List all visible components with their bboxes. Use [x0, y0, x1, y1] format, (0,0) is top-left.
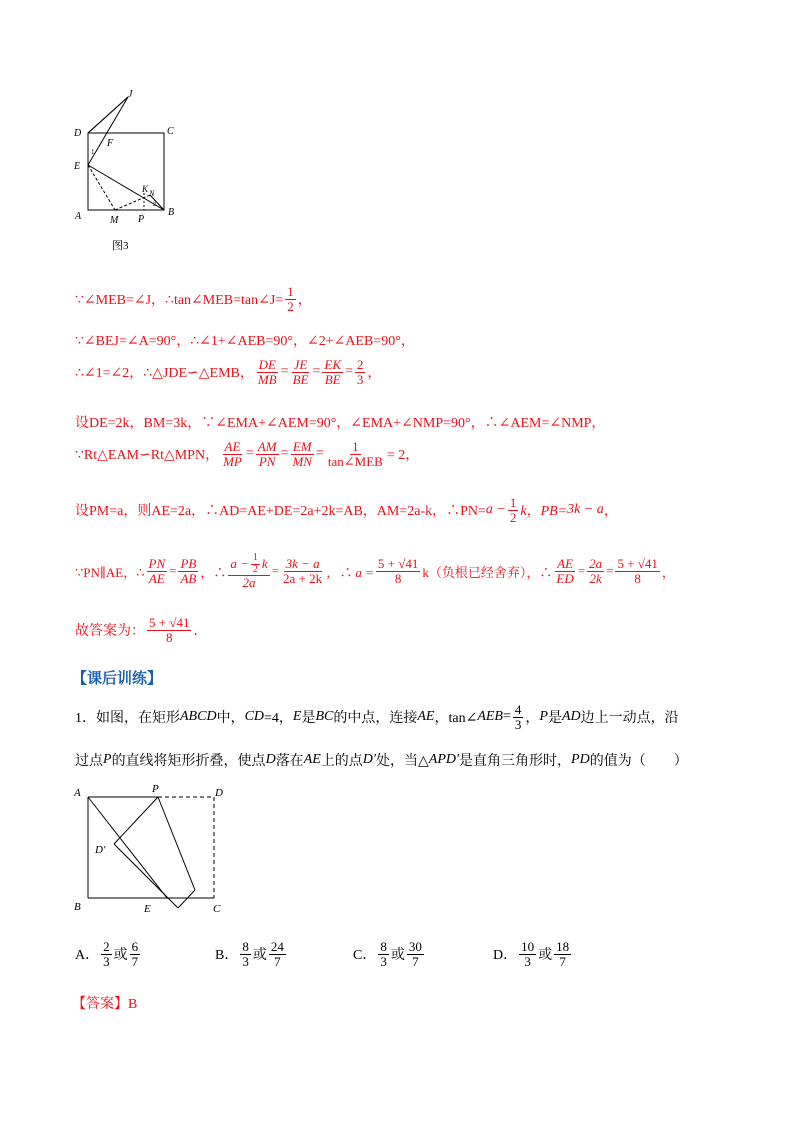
- solution-line-3: ∴∠1=∠2，∴△JDE∽△EMB， $\frac{DE}{MB}$ = $\frac{JE}{BE}$ = $\frac{EK}{BE}$ = $\frac{2}{3}$ ，: [75, 357, 382, 387]
- text: ，∴ a =: [326, 564, 374, 580]
- answer: [72, 993, 137, 1013]
- fig-label-c: C: [213, 903, 221, 915]
- fig3-label-e: E: [74, 161, 81, 172]
- option-a[interactable]: A． $\frac{2}{3}$ 或 $\frac{6}{7}$: [75, 939, 139, 969]
- fig3-label-two: 2: [153, 202, 156, 208]
- answer-label: 【答案】: [72, 997, 128, 1012]
- option-b[interactable]: B． $\frac{8}{3}$ 或 $\frac{24}{7}$: [215, 939, 284, 969]
- fraction: a − $\frac{1}{2}$ k 2a: [230, 552, 268, 590]
- fraction: $\frac{EM}{MN}$: [292, 439, 312, 469]
- fig-label-p: P: [152, 783, 159, 795]
- solution-line-4: [75, 412, 605, 432]
- fraction: $\frac{AM}{PN}$: [257, 439, 277, 469]
- problem-figure: [70, 780, 235, 920]
- fig3-label-p: P: [138, 214, 145, 225]
- figure-3: [70, 85, 190, 260]
- fraction: $\frac{JE}{BE}$: [292, 357, 309, 387]
- text: ，∴: [200, 564, 227, 580]
- text: ∴∠1=∠2，∴△JDE∽△EMB，: [75, 366, 254, 382]
- option-d[interactable]: D． $\frac{10}{3}$ 或 $\frac{18}{7}$: [493, 939, 570, 969]
- text: ，: [603, 504, 618, 520]
- text: ∵PN∥AE，∴: [75, 564, 145, 580]
- fraction: $\frac{2}{3}$: [356, 357, 364, 387]
- fig3-label-f: F: [107, 138, 114, 149]
- section-title: 【课后训练】: [72, 669, 163, 687]
- fraction: $\frac{5 + √41}{8}$: [149, 615, 190, 645]
- text: 设DE=2k，BM=3k，∵∠EMA+∠AEM=90°，∠EMA+∠NMP=90°，∴∠AEM=∠NMP，: [75, 416, 606, 431]
- text: ，: [367, 366, 382, 382]
- solution-line-1: [75, 285, 312, 313]
- fraction: $\frac{DE}{MB}$: [257, 357, 277, 387]
- fig-label-a: A: [74, 787, 81, 799]
- text: ．: [193, 624, 208, 640]
- fraction: $\frac{PB}{AB}$: [180, 556, 197, 586]
- fraction: $\frac{5 + √41}{8}$: [617, 556, 658, 586]
- text: ∵∠MEB=∠J，∴tan∠MEB=tan∠J=: [75, 293, 284, 309]
- fig-label-e: E: [144, 903, 151, 915]
- fig3-label-a: A: [75, 211, 82, 222]
- fig-label-d: D: [215, 787, 223, 799]
- text: 故答案为：: [75, 624, 145, 640]
- fraction: $\frac{1}{2}$: [509, 495, 517, 525]
- fig3-label-m: M: [110, 215, 119, 226]
- text: ，: [297, 293, 312, 309]
- solution-line-6: [75, 496, 618, 524]
- fraction: $\frac{AE}{ED}$: [556, 556, 574, 586]
- fraction: $\frac{PN}{AE}$: [148, 556, 166, 586]
- fig3-caption: 图3: [112, 240, 129, 252]
- problem-line-1: 1．如图，在矩形 ABCD 中， CD =4， E 是 BC 的中点，连接 AE ，tan∠ AEB = $\frac{4}{3}$ ， P 是 AD 边上一动点，沿: [75, 702, 679, 732]
- fig3-label-k: K: [142, 184, 149, 194]
- fig3-label-c: C: [167, 126, 174, 137]
- fig3-label-one: 1: [91, 148, 95, 156]
- fig3-label-n: N: [149, 189, 155, 198]
- fraction: $\frac{5 + √41}{8}$: [377, 556, 419, 586]
- problem-figure-diagram: [70, 780, 235, 920]
- solution-line-2: [75, 330, 415, 350]
- fig-label-dprime: D′: [95, 844, 106, 856]
- fig-label-b: B: [74, 901, 81, 913]
- fraction: $\frac{EK}{BE}$: [324, 357, 341, 387]
- fraction: $\frac{3k - a}{2a + 2k}$: [283, 556, 323, 586]
- fraction: $\frac{4}{3}$: [514, 702, 522, 732]
- solution-line-8: [75, 616, 207, 644]
- figure-3-diagram: [70, 85, 190, 260]
- text: 设PM=a，则AE=2a，∴AD=AE+DE=2a+2k=AB，AM=2a-k，∴PN=: [75, 504, 486, 520]
- fraction: $\frac{1}{\text{tan∠MEB}}$: [327, 439, 383, 469]
- solution-line-5: ∵Rt△EAM∽Rt△MPN， $\frac{AE}{MP}$ = $\frac{AM}{PN}$ = $\frac{EM}{MN}$ = $\frac{1}{\text{tan∠MEB}}$ = 2，: [75, 439, 420, 469]
- expr: a −: [485, 502, 506, 518]
- fig3-label-b: B: [168, 207, 175, 218]
- expr: 3k − a: [567, 502, 604, 518]
- solution-line-7: ∵PN∥AE，∴ $\frac{PN}{AE}$ = $\frac{PB}{AB}$ ，∴ a − $\frac{1}{2}$ k 2a = $\frac{3k - a}{2a + 2k}$ ，∴ a = $\frac{5 + √41}{8}$ k（负根已经舍弃），∴ $\frac{AE}{ED}$ = $\frac{2a}{2k}$ = $\frac{5 + √41}{8}$ ，: [75, 552, 675, 590]
- fig3-label-d: D: [74, 128, 82, 139]
- fraction: $\frac{2a}{2k}$: [589, 556, 603, 586]
- text: ∵∠BEJ=∠A=90°，∴∠1+∠AEB=90°，∠2+∠AEB=90°，: [75, 334, 415, 349]
- fraction: $\frac{1}{2}$: [287, 284, 294, 314]
- option-c[interactable]: C． $\frac{8}{3}$ 或 $\frac{30}{7}$: [353, 939, 422, 969]
- option-list: [75, 940, 715, 968]
- text: k，PB=: [520, 504, 568, 520]
- text: ，: [661, 564, 675, 580]
- text: k（负根已经舍弃），∴: [422, 564, 553, 580]
- text: = 2，: [386, 448, 420, 464]
- fraction: $\frac{AE}{MP}$: [223, 439, 242, 469]
- answer-value: B: [128, 997, 138, 1012]
- text: ∵Rt△EAM∽Rt△MPN，: [75, 448, 220, 464]
- problem-line-2: 过点 P 的直线将矩形折叠，使点 D 落在 AE 上的点 D′ 处，当△ APD′ 是直角三角形时， PD 的值为（ ）: [75, 752, 688, 769]
- fig3-label-j: J: [128, 89, 133, 100]
